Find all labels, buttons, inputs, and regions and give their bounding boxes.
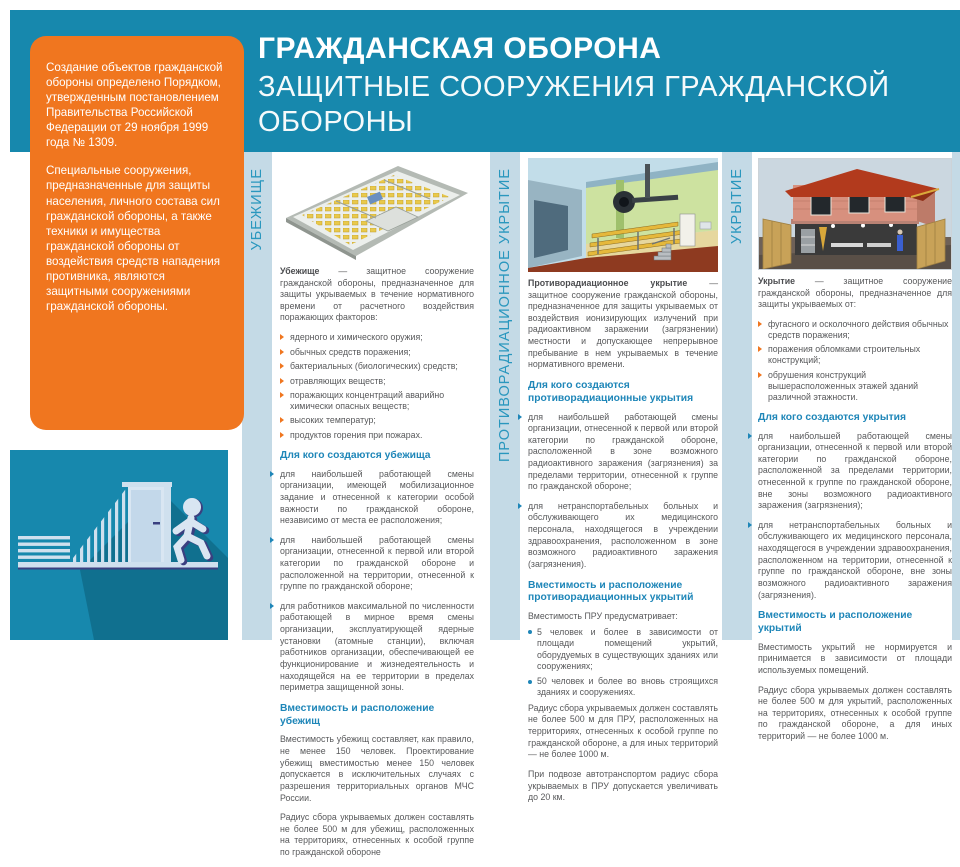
section-heading: Вместимость и расположение противорадиационных укрытий [528, 579, 694, 604]
list-item: ядерного и химического оружия; [280, 332, 474, 343]
section-paragraph: для наибольшей работающей смены организации, отнесенной к первой или второй категории по гражданской обороне, расположенной за пределами территории, отнесенной к группе по гражданской обороне, вне зоны возможного радиоактивного заражения (загрязнения); [758, 430, 952, 511]
section-heading: Для кого создаются укрытия [758, 411, 907, 423]
list-item: фугасного и осколочного действия обычных средств поражения; [758, 319, 952, 341]
intro-note-paragraph: Специальные сооружения, предназначенные для защиты населения, личного состава сил гражданской обороны, а также техники и имущества гражданской обороны от воздействия средств нападения противника, являются защитными сооружениями гражданской обороны. [46, 164, 220, 313]
section-paragraph: для работников максимальной по численности работающей в мирное время смены организации, эксплуатирующей ядерные установки (атомные станции), включая работников организации, обеспечивающей ее функционирование и жизнедеятельность и находящейся на ее территории в пределах периметра защищенной зоны. [280, 600, 474, 693]
list-item: поражения обломками строительных конструкций; [758, 344, 952, 366]
column-strip-pru [490, 152, 520, 640]
section-paragraph: Радиус сбора укрываемых должен составлять не более 500 м для ПРУ, расположенных на территориях, отнесенных к особой группе по гражданской обороне, а для иных территорий — не более 1000 м. [528, 702, 718, 760]
list-item: высоких температур; [280, 415, 474, 426]
column-strip-ukrytie [722, 152, 752, 640]
section-heading: Для кого создаются убежища [280, 449, 431, 461]
column-vertical-label: УКРЫТИЕ [729, 168, 745, 245]
intro-note-panel [30, 36, 244, 430]
run-to-shelter-pictogram [10, 450, 228, 640]
list-item: бактериальных (биологических) средств; [280, 361, 474, 372]
page-title: ГРАЖДАНСКАЯ ОБОРОНА [258, 32, 662, 65]
section-heading: Для кого создаются противорадиационные укрытия [528, 379, 694, 404]
section-paragraph: Вместимость укрытий не нормируется и принимается в зависимости от площади используемых помещений. [758, 641, 952, 676]
column-vertical-label: УБЕЖИЩЕ [249, 168, 265, 251]
capacity-intro: Вместимость ПРУ предусматривает: [528, 611, 678, 622]
section-paragraph: для нетранспортабельных больных и обслуживающего их медицинского персонала, находящегося в учреждении здравоохранения, расположенном на территории, отнесенной к группе по гражданской обороне, вне зоны возможного радиоактивного заражения (загрязнения). [758, 519, 952, 600]
list-item: обрушения конструкций вышерасположенных этажей зданий различной этажности. [758, 370, 952, 403]
radiation-shelter-interior-illustration [528, 158, 718, 272]
list-item: поражающих концентраций аварийно химически опасных веществ; [280, 390, 474, 412]
section-heading: Вместимость и расположение укрытий [758, 610, 913, 634]
definition-paragraph: Убежище — защитное сооружение гражданской обороны, предназначенное для защиты укрываемых в течение нормативного времени от расчетного воздействия поражающих факторов: [280, 266, 474, 323]
section-paragraph: для наибольшей работающей смены организации, имеющей мобилизационное задание и отнесенной к категории особой важности по гражданской обороне, независимо от места ее расположения; [280, 468, 474, 526]
list-item: 50 человек и более во вновь строящихся зданиях и сооружениях. [528, 676, 718, 699]
intro-note-paragraph: Создание объектов гражданской обороны определено Порядком, утвержденным постановлением Правительства Российской Федерации от 29 ноября 1999 года № 1309. [46, 61, 223, 150]
list-item: отравляющих веществ; [280, 376, 474, 387]
column-ubezhishche [280, 152, 474, 867]
section-paragraph: Радиус сбора укрываемых должен составлять не более 500 м для укрытий, расположенных на территориях, отнесенных к особой группе по гражданской обороне, а для иных территорий — не более 1000 м. [758, 684, 952, 742]
column-ukrytie [758, 152, 952, 751]
hazard-factor-list [758, 319, 952, 403]
capacity-list [528, 627, 718, 699]
column-vertical-label: ПРОТИВОРАДИАЦИОННОЕ УКРЫТИЕ [497, 168, 513, 463]
section-paragraph: Вместимость убежищ составляет, как правило, не менее 150 человек. Проектирование убежищ вместимостью менее 150 человек допускается в исключительных случаях с разрешения территориальных органов МЧС России. [280, 734, 474, 803]
right-edge-strip [952, 152, 960, 640]
section-paragraph: для наибольшей работающей смены организации, отнесенной к первой или второй категории по гражданской обороне и расположенной на территории, отнесенной к группе по гражданской обороне; [280, 534, 474, 592]
page-subtitle: ЗАЩИТНЫЕ СООРУЖЕНИЯ ГРАЖДАНСКОЙ ОБОРОНЫ [258, 71, 890, 138]
term-pru: Противорадиационное укрытие [528, 278, 688, 288]
definition-paragraph: Укрытие — защитное сооружение гражданской обороны, предназначенное для защиты укрываемых от: [758, 276, 952, 310]
hazard-factor-list [280, 332, 474, 441]
column-pru [528, 152, 718, 812]
covered-basement-house-illustration [758, 158, 952, 270]
term-shelter: Убежище [280, 266, 320, 276]
term-ukrytie: Укрытие [758, 276, 796, 286]
section-heading: Вместимость и расположение убежищ [280, 702, 435, 727]
shelter-floor-plan-illustration [280, 158, 474, 260]
column-strip-ubezhishche [242, 152, 272, 640]
list-item: продуктов горения при пожарах. [280, 430, 474, 441]
list-item: 5 человек и более в зависимости от площади помещений укрытий, оборудуемых в существующих зданиях или сооружениях; [528, 627, 718, 673]
list-item: обычных средств поражения; [280, 347, 474, 358]
section-paragraph: для наибольшей работающей смены организации, отнесенной к первой или второй категории по гражданской обороне, расположенной в зоне возможного радиоактивного заражения (загрязнения) за пределами территории, отнесенной к группе по гражданской обороне; [528, 411, 718, 492]
section-paragraph: для нетранспортабельных больных и обслуживающего их медицинского персонала, находящегося в учреждении здравоохранения, расположенном в зоне возможного радиоактивного заражения (загрязнения). [528, 500, 718, 569]
definition-paragraph: Противорадиационное укрытие — защитное сооружение гражданской обороны, предназначенное для защиты укрываемых от воздействия ионизирующих излучений при радиоактивном заражении (загрязнении) местности и допускающее непрерывное пребывание в нем укрываемых в течение нормативного времени. [528, 278, 718, 370]
section-paragraph: При подвозе автотранспортом радиус сбора укрываемых в ПРУ допускается увеличивать до 20 км. [528, 768, 718, 803]
section-paragraph: Радиус сбора укрываемых должен составлять не более 500 м для убежищ, расположенных на территориях, отнесенных к особой группе по гражданской обороне [280, 812, 474, 857]
